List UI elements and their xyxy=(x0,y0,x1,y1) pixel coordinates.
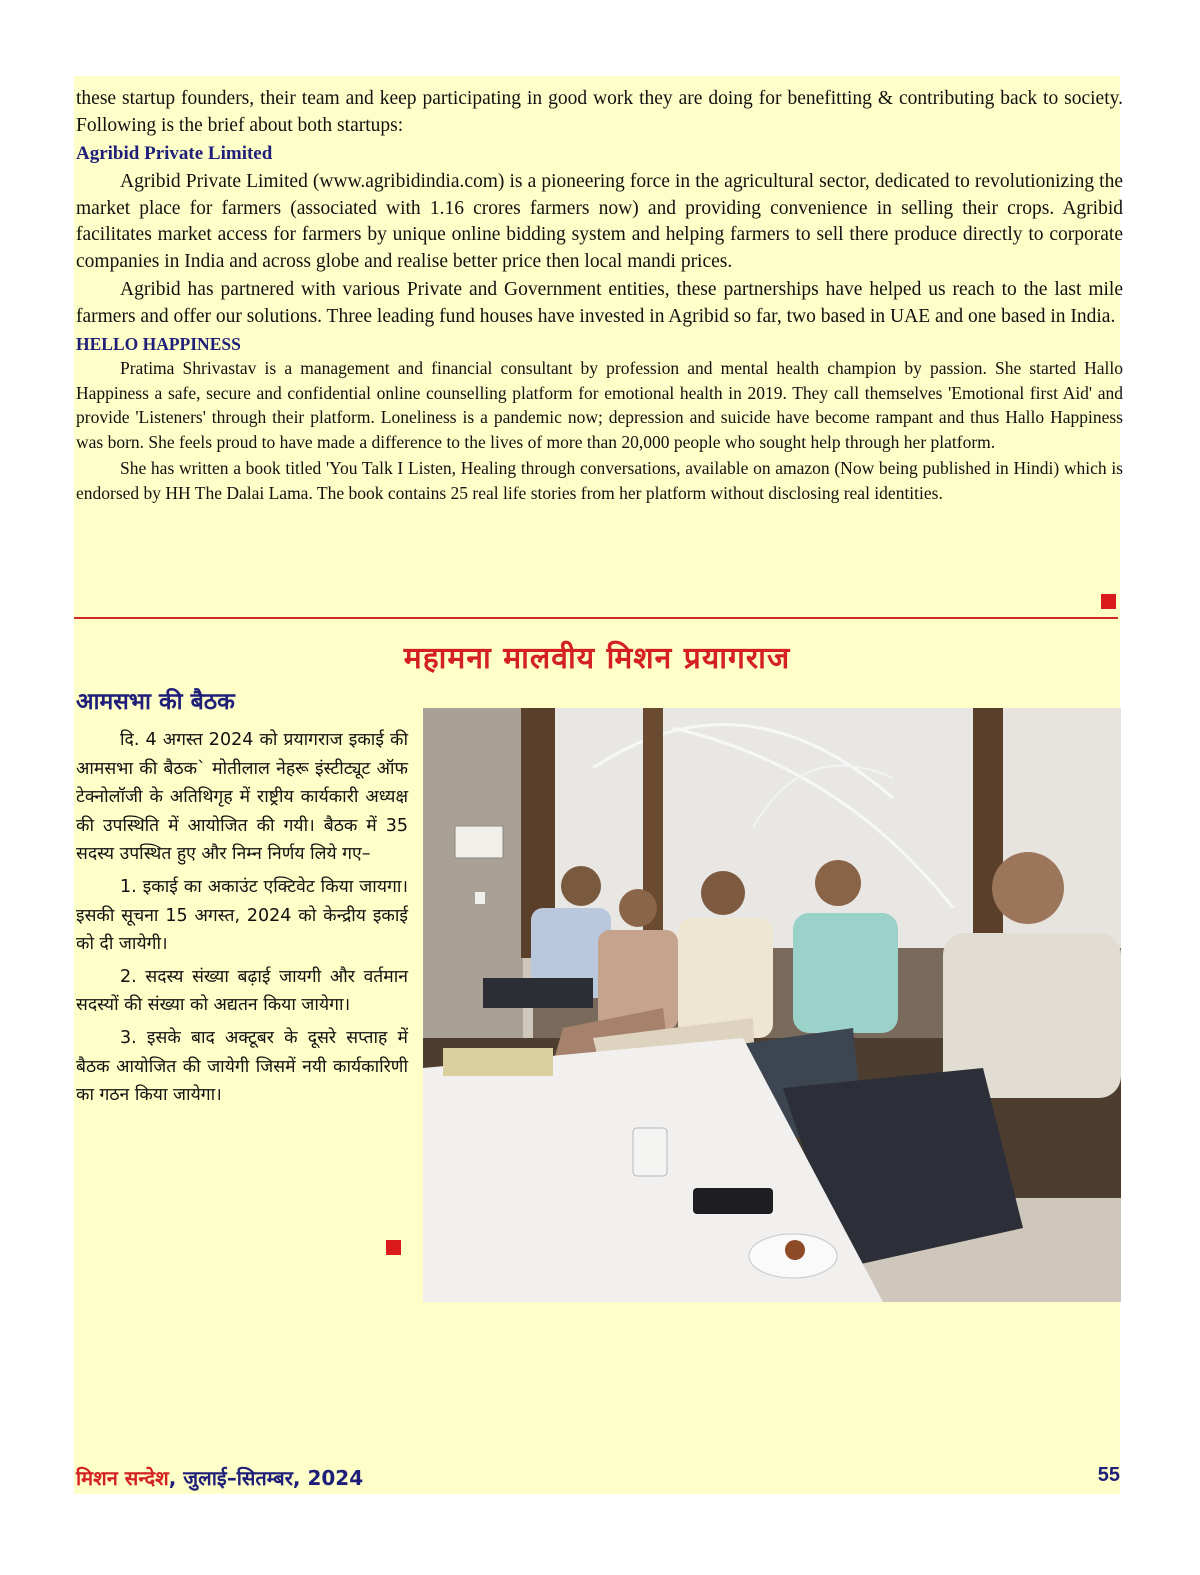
hello-paragraph-2: She has written a book titled 'You Talk I Listen, Healing through conversations, available on amazon (Now being published in Hindi) which is endorsed by HH The Dalai Lama. The book contains 25 real life stories from her platform without disclosing real identities. xyxy=(76,458,1123,503)
hello-happiness-heading: HELLO HAPPINESS xyxy=(76,334,241,354)
meeting-subtitle: आमसभा की बैठक xyxy=(76,689,235,715)
decision-point-3: 3. इसके बाद अक्टूबर के दूसरे सप्ताह में बैठक आयोजित की जायेगी जिसमें नयी कार्यकारिणी का गठन किया जायेगा। xyxy=(76,1027,408,1106)
footer-magazine xyxy=(76,1464,363,1491)
mission-title: महामना मालवीय मिशन प्रयागराज xyxy=(403,641,791,676)
issue-date: , जुलाई–सितम्बर, 2024 xyxy=(168,1466,364,1490)
meeting-intro: दि. 4 अगस्त 2024 को प्रयागराज इकाई की आमसभा की बैठक` मोतीलाल नेहरू इंस्टीट्यूट ऑफ टेक्नोलॉजी के अतिथिगृह में राष्ट्रीय कार्यकारी अध्यक्ष की उपस्थिति में आयोजित की गयी। बैठक में 35 सदस्य उपस्थित हुए और निम्न निर्णय लिये गए– xyxy=(76,730,408,865)
section-divider xyxy=(74,617,1118,619)
meeting-text-column xyxy=(76,726,408,1114)
agribid-heading: Agribid Private Limited xyxy=(76,143,273,164)
agribid-paragraph-1: Agribid Private Limited (www.agribidindia.com) is a pioneering force in the agricultural sector, dedicated to revolutionizing the market place for farmers (associated with 1.16 crores farmers now) and providing convenience in selling their crops. Agribid facilitates market access for farmers by unique online bidding system and helping farmers to sell there produce directly to corporate companies in India and across globe and realise better price then local mandi prices. xyxy=(76,171,1123,272)
decision-point-1: 1. इकाई का अकाउंट एक्टिवेट किया जायगा। इसकी सूचना 15 अगस्त, 2024 को केन्द्रीय इकाई को दी जायेगी। xyxy=(76,876,408,955)
magazine-name: मिशन सन्देश xyxy=(76,1466,169,1490)
agribid-paragraph-2: Agribid has partnered with various Private and Government entities, these partnerships have helped us reach to the last mile farmers and offer our solutions. Three leading fund houses have invested in Agribid so far, two based in UAE and one based in India. xyxy=(76,279,1123,327)
startup-section xyxy=(76,86,1123,506)
hello-paragraph-1: Pratima Shrivastav is a management and financial consultant by profession and mental health champion by passion. She started Hallo Happiness a safe, secure and confidential online counselling platform for emotional health in 2019. They call themselves 'Emotional first Aid' and provide 'Listeners' through their platform. Loneliness is a pandemic now; depression and suicide have become rampant and thus Hallo Happiness was born. She feels proud to have made a difference to the lives of more than 20,000 people who sought help through her platform. xyxy=(76,358,1123,452)
article-end-mark xyxy=(386,1240,401,1255)
section-end-mark xyxy=(1101,594,1116,609)
intro-paragraph: these startup founders, their team and keep participating in good work they are doing for benefitting & contributing back to society. Following is the brief about both startups: xyxy=(76,88,1123,136)
decision-point-2: 2. सदस्य संख्या बढ़ाई जायगी और वर्तमान सदस्यों की संख्या को अद्यतन किया जायेगा। xyxy=(76,966,408,1016)
meeting-photo xyxy=(423,708,1121,1302)
page-number: 55 xyxy=(1097,1464,1120,1486)
